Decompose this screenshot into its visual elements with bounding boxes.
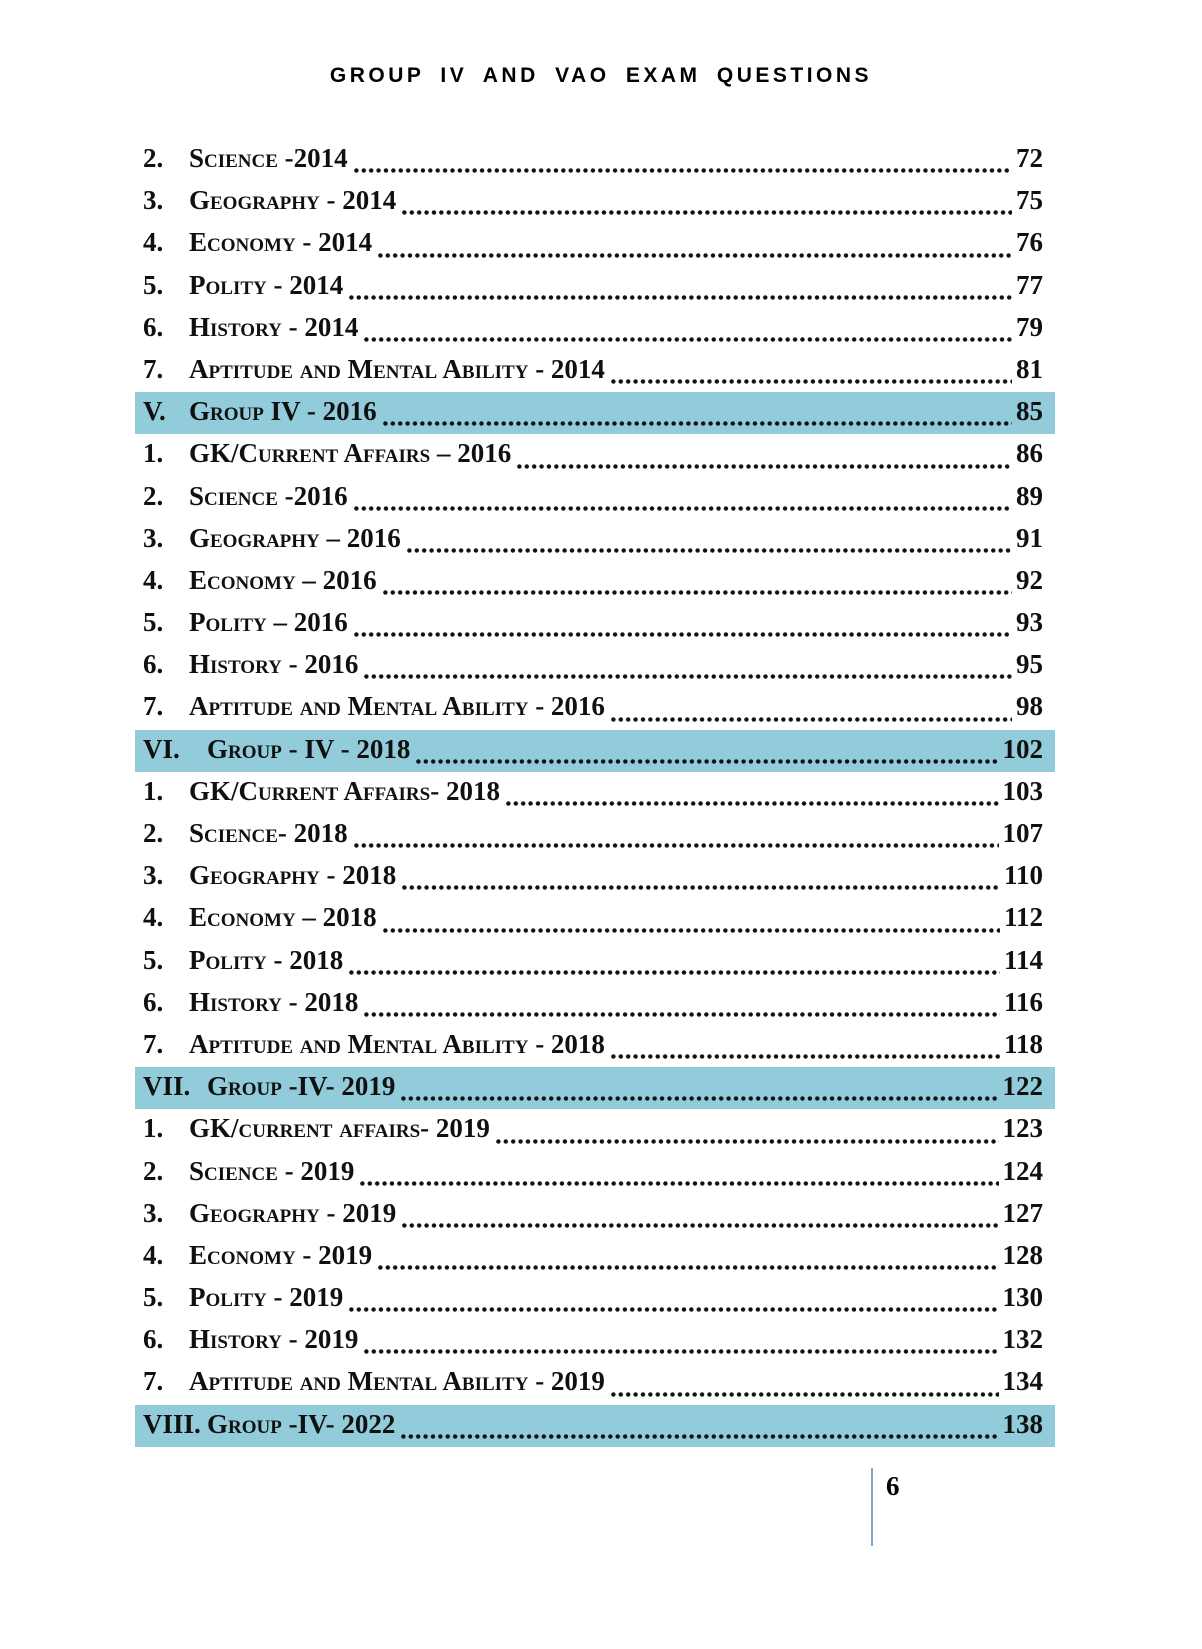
- toc-entry: [135, 941, 1055, 983]
- toc-entry: [135, 1194, 1055, 1236]
- toc-entry: [135, 1278, 1055, 1320]
- toc-entry-page: 114: [1003, 944, 1043, 975]
- dot-leader: [378, 1265, 998, 1270]
- dot-leader: [407, 548, 1012, 553]
- toc-entry-number: 1.: [143, 438, 164, 469]
- toc-entry-number: 3.: [143, 522, 164, 553]
- footer-rule: [871, 1468, 873, 1546]
- toc-entry: [135, 687, 1055, 729]
- dot-leader: [402, 1223, 998, 1228]
- dot-leader: [611, 379, 1012, 384]
- toc-entry-title: Geography - 2014: [189, 185, 397, 216]
- toc-entry-page: 128: [1002, 1239, 1043, 1270]
- toc-entry-number: 2.: [143, 143, 164, 173]
- toc-entry-number: VII.: [143, 1071, 191, 1102]
- toc-entry-title: Aptitude and Mental Ability - 2016: [189, 691, 605, 722]
- toc-entry: [135, 434, 1055, 476]
- toc-entry-title: Group - IV - 2018: [207, 733, 411, 764]
- toc-entry-number: 1.: [143, 775, 164, 806]
- toc-entry-title: Aptitude and Mental Ability - 2019: [189, 1366, 605, 1397]
- dot-leader: [364, 1349, 998, 1354]
- dot-leader: [349, 295, 1012, 300]
- toc-entry-title: Group -IV- 2019: [207, 1071, 396, 1102]
- toc-entry-page: 72: [1016, 143, 1043, 173]
- toc-entry-page: 138: [1002, 1408, 1043, 1439]
- toc-entry: [135, 814, 1055, 856]
- toc-entry: [135, 477, 1055, 519]
- toc-entry-page: 76: [1016, 227, 1043, 258]
- dot-leader: [349, 1307, 998, 1312]
- dot-leader: [402, 210, 1012, 215]
- toc-entry: [135, 983, 1055, 1025]
- toc-entry-page: 89: [1016, 480, 1043, 511]
- toc-entry-title: GK/Current Affairs- 2018: [189, 775, 500, 806]
- toc-entry-title: Geography – 2016: [189, 522, 401, 553]
- toc-entry: [135, 181, 1055, 223]
- page-header-title: GROUP IV AND VAO EXAM QUESTIONS: [329, 64, 873, 87]
- toc-entry-page: 79: [1016, 311, 1043, 342]
- table-of-contents: [135, 139, 1055, 1447]
- dot-leader: [401, 1096, 998, 1101]
- toc-entry-number: 6.: [143, 311, 164, 342]
- toc-entry-title: Science- 2018: [189, 818, 348, 848]
- toc-entry-page: 95: [1016, 649, 1043, 680]
- toc-entry-title: History - 2019: [189, 1324, 359, 1355]
- toc-entry-page: 86: [1016, 438, 1043, 469]
- toc-entry: [135, 1152, 1055, 1194]
- toc-entry-page: 92: [1016, 564, 1043, 595]
- toc-entry-page: 127: [1002, 1197, 1043, 1228]
- toc-entry-title: Science - 2019: [189, 1155, 355, 1186]
- toc-entry: [135, 561, 1055, 603]
- dot-leader: [416, 759, 998, 764]
- toc-entry-number: 2.: [143, 1155, 164, 1186]
- toc-entry-page: 123: [1002, 1113, 1043, 1144]
- toc-entry-number: 3.: [143, 860, 164, 891]
- toc-entry-page: 112: [1003, 902, 1043, 933]
- toc-entry-page: 103: [1002, 775, 1043, 806]
- dot-leader: [506, 801, 999, 806]
- toc-entry: [135, 266, 1055, 308]
- toc-entry: [135, 519, 1055, 561]
- toc-entry-page: 116: [1003, 986, 1043, 1017]
- toc-entry-number: 6.: [143, 986, 164, 1017]
- toc-entry: [135, 730, 1055, 772]
- toc-entry-number: 7.: [143, 353, 164, 384]
- dot-leader: [402, 885, 1000, 890]
- dot-leader: [349, 970, 1000, 975]
- toc-entry-number: 4.: [143, 227, 164, 258]
- toc-entry-title: Economy - 2014: [189, 227, 373, 258]
- toc-entry: [135, 308, 1055, 350]
- dot-leader: [364, 674, 1012, 679]
- toc-entry-title: Science -2016: [189, 480, 348, 511]
- toc-entry-title: Economy – 2018: [189, 902, 377, 933]
- toc-entry-number: 5.: [143, 944, 164, 975]
- toc-entry-page: 124: [1002, 1155, 1043, 1186]
- toc-entry-number: 7.: [143, 691, 164, 722]
- dot-leader: [354, 632, 1012, 637]
- toc-entry: [135, 392, 1055, 434]
- toc-entry-title: Group -IV- 2022: [207, 1408, 396, 1439]
- toc-entry-title: History - 2014: [189, 311, 359, 342]
- dot-leader: [401, 1434, 998, 1439]
- toc-entry-number: 2.: [143, 480, 164, 511]
- dot-leader: [354, 506, 1012, 511]
- toc-entry-number: 4.: [143, 902, 164, 933]
- toc-entry-title: History - 2016: [189, 649, 359, 680]
- toc-entry-page: 77: [1016, 269, 1043, 300]
- dot-leader: [611, 1054, 1000, 1059]
- dot-leader: [354, 843, 999, 848]
- toc-entry-title: Aptitude and Mental Ability - 2018: [189, 1028, 605, 1059]
- toc-entry-title: GK/current affairs- 2019: [189, 1113, 490, 1144]
- toc-entry-title: Polity – 2016: [189, 607, 348, 638]
- toc-entry-number: 5.: [143, 1282, 164, 1313]
- dot-leader: [496, 1139, 999, 1144]
- toc-entry: [135, 139, 1055, 181]
- page-footer: [871, 1468, 931, 1546]
- toc-entry: [135, 1405, 1055, 1447]
- toc-entry-title: Science -2014: [189, 143, 348, 173]
- toc-entry-page: 134: [1002, 1366, 1043, 1397]
- footer-page-number: 6: [886, 1471, 900, 1501]
- toc-entry-number: 1.: [143, 1113, 164, 1144]
- toc-entry-page: 107: [1002, 818, 1043, 848]
- toc-entry-number: 4.: [143, 1239, 164, 1270]
- toc-entry: [135, 772, 1055, 814]
- dot-leader: [383, 421, 1012, 426]
- toc-entry-number: 4.: [143, 564, 164, 595]
- dot-leader: [354, 168, 1012, 173]
- toc-entry: [135, 1236, 1055, 1278]
- toc-entry-title: Geography - 2019: [189, 1197, 397, 1228]
- toc-entry-number: VI.: [143, 733, 180, 764]
- toc-entry: [135, 856, 1055, 898]
- dot-leader: [360, 1181, 998, 1186]
- toc-entry-page: 132: [1002, 1324, 1043, 1355]
- toc-entry-number: V.: [143, 396, 166, 427]
- toc-entry-page: 91: [1016, 522, 1043, 553]
- toc-entry-page: 122: [1002, 1071, 1043, 1102]
- toc-entry-title: History - 2018: [189, 986, 359, 1017]
- toc-entry-title: Economy - 2019: [189, 1239, 373, 1270]
- dot-leader: [383, 928, 1000, 933]
- toc-entry: [135, 1109, 1055, 1151]
- toc-entry-number: 6.: [143, 649, 164, 680]
- toc-entry-page: 130: [1002, 1282, 1043, 1313]
- toc-entry: [135, 1320, 1055, 1362]
- dot-leader: [378, 253, 1012, 258]
- toc-entry-number: 7.: [143, 1366, 164, 1397]
- toc-entry-number: 5.: [143, 269, 164, 300]
- toc-entry: [135, 1067, 1055, 1109]
- toc-entry-title: Geography - 2018: [189, 860, 397, 891]
- toc-entry-title: Economy – 2016: [189, 564, 377, 595]
- toc-entry-number: VIII.: [143, 1408, 201, 1439]
- toc-entry-number: 3.: [143, 1197, 164, 1228]
- toc-entry: [135, 350, 1055, 392]
- toc-entry-page: 110: [1003, 860, 1043, 891]
- toc-entry-number: 2.: [143, 818, 164, 848]
- toc-entry-number: 3.: [143, 185, 164, 216]
- toc-entry: [135, 898, 1055, 940]
- toc-entry-page: 75: [1016, 185, 1043, 216]
- toc-entry-page: 85: [1016, 396, 1043, 427]
- toc-entry-page: 102: [1002, 733, 1043, 764]
- toc-entry-page: 118: [1003, 1028, 1043, 1059]
- toc-entry-title: Polity - 2018: [189, 944, 344, 975]
- toc-entry-title: Polity - 2019: [189, 1282, 344, 1313]
- toc-entry-number: 6.: [143, 1324, 164, 1355]
- toc-entry-title: Polity - 2014: [189, 269, 344, 300]
- toc-entry: [135, 603, 1055, 645]
- dot-leader: [364, 337, 1012, 342]
- toc-entry: [135, 1025, 1055, 1067]
- toc-entry: [135, 223, 1055, 265]
- toc-entry-number: 5.: [143, 607, 164, 638]
- toc-entry-title: GK/Current Affairs – 2016: [189, 438, 512, 469]
- dot-leader: [517, 464, 1012, 469]
- toc-entry: [135, 1362, 1055, 1404]
- dot-leader: [611, 1392, 999, 1397]
- toc-entry: [135, 645, 1055, 687]
- dot-leader: [611, 717, 1012, 722]
- toc-entry-title: Aptitude and Mental Ability - 2014: [189, 353, 605, 384]
- toc-entry-page: 81: [1016, 353, 1043, 384]
- toc-entry-page: 93: [1016, 607, 1043, 638]
- toc-entry-page: 98: [1016, 691, 1043, 722]
- toc-entry-number: 7.: [143, 1028, 164, 1059]
- toc-entry-title: Group IV - 2016: [189, 396, 377, 427]
- dot-leader: [383, 590, 1012, 595]
- dot-leader: [364, 1012, 1000, 1017]
